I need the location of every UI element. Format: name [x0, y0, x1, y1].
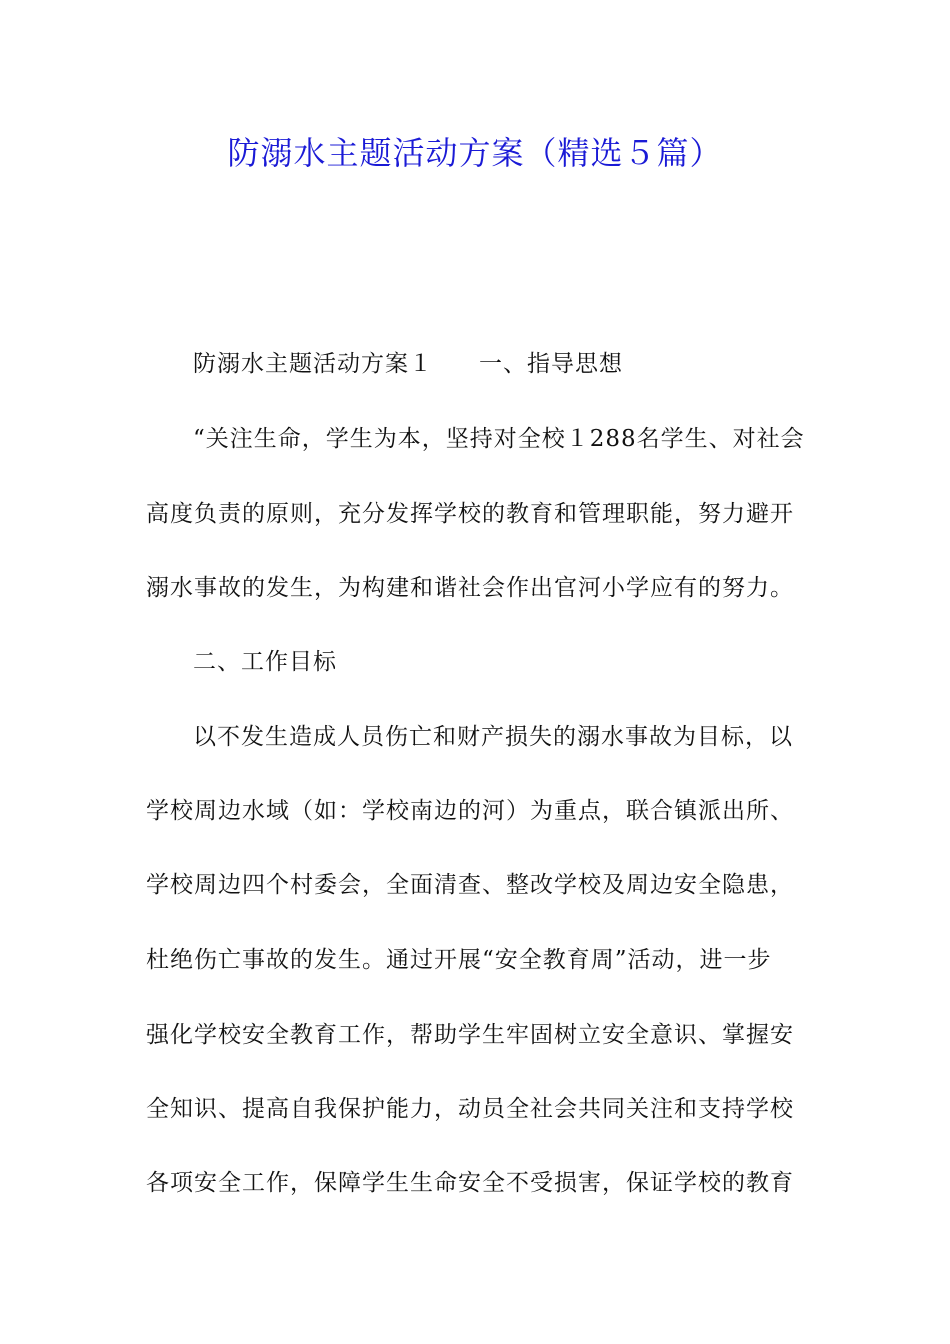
paragraph-line: 以不发生造成人员伤亡和财产损失的溺水事故为目标，以: [193, 724, 793, 750]
paragraph-line: 各项安全工作，保障学生生命安全不受损害，保证学校的教育: [146, 1170, 794, 1196]
heading-guiding-ideology: 一、指导思想: [479, 351, 623, 377]
heading-plan-name: 防溺水主题活动方案１: [193, 351, 433, 377]
paragraph-line: 强化学校安全教育工作，帮助学生牢固树立安全意识、掌握安: [146, 1022, 794, 1048]
paragraph-line: 学校周边四个村委会，全面清查、整改学校及周边安全隐患，: [146, 872, 794, 898]
paragraph-line: “关注生命，学生为本，坚持对全校１288名学生、对社会: [193, 426, 805, 452]
section-heading: 二、工作目标: [193, 649, 337, 675]
paragraph-line: 学校周边水域（如：学校南边的河）为重点，联合镇派出所、: [146, 798, 794, 824]
paragraph-line: 杜绝伤亡事故的发生。通过开展“安全教育周”活动，进一步: [146, 947, 772, 973]
paragraph-line: 全知识、提高自我保护能力，动员全社会共同关注和支持学校: [146, 1096, 794, 1122]
document-title: 防溺水主题活动方案（精选５篇）: [227, 134, 723, 172]
paragraph-line: 高度负责的原则，充分发挥学校的教育和管理职能，努力避开: [146, 501, 794, 527]
paragraph-line: 溺水事故的发生，为构建和谐社会作出官河小学应有的努力。: [146, 575, 794, 601]
heading-line: [193, 345, 623, 378]
